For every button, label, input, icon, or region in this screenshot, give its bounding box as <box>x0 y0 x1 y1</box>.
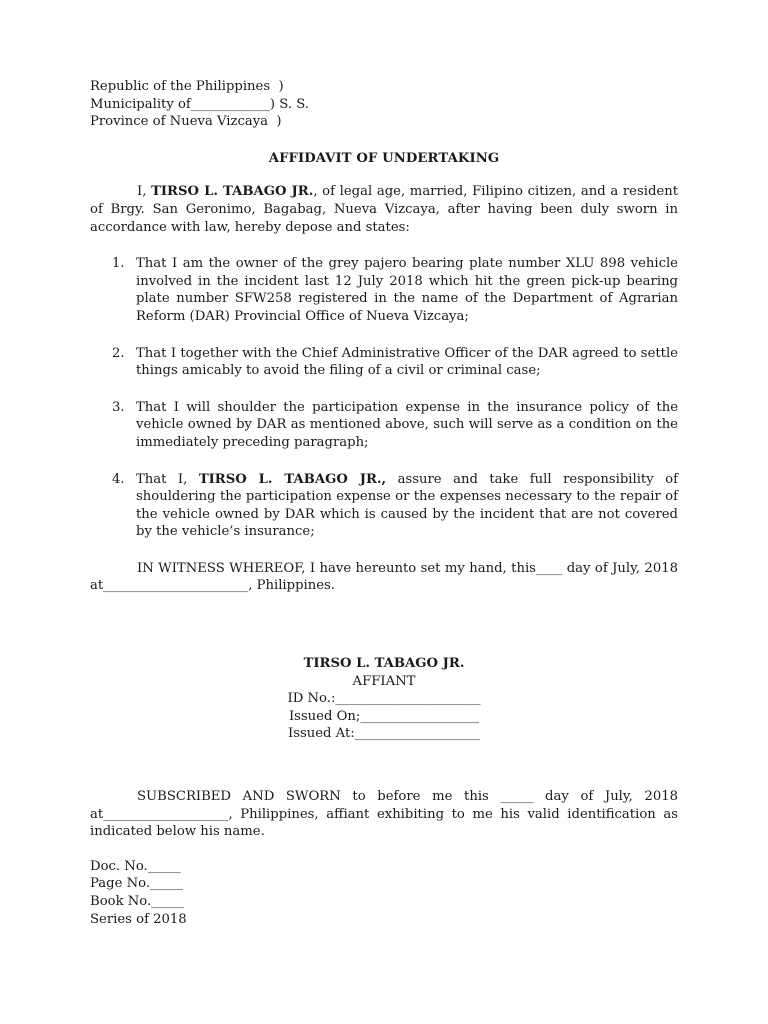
list-item <box>90 345 678 380</box>
affiant-name: TIRSO L. TABAGO JR., <box>198 471 387 487</box>
doc-number: Doc. No._____ <box>90 858 181 874</box>
item-text: assure and take full responsibility of shouldering the participation expense or the expenses necessary to the repair of the vehicle owned by DAR which is caused by the incident that are not covered by the vehicle’s insurance; <box>136 471 678 540</box>
list-item <box>90 255 678 325</box>
signatory-name: TIRSO L. TABAGO JR. <box>303 656 465 672</box>
affiant-name: TIRSO L. TABAGO JR. <box>151 184 314 200</box>
page-number: Page No._____ <box>90 876 183 892</box>
id-number-line: ID No.:______________________ <box>287 691 481 707</box>
signature-block <box>90 655 678 743</box>
intro-rest: , of legal age, married, Filipino citizen, and a resident of Brgy. San Geronimo, Bagabag, Nueva Vizcaya, after having been duly sworn in accordance with law, hereby depose and states: <box>90 184 678 235</box>
list-item <box>90 399 678 452</box>
signatory-role: AFFIANT <box>352 673 416 689</box>
venue-republic: Republic of the Philippines ) <box>90 79 284 94</box>
undertaking-list <box>90 255 678 541</box>
item-text: That I will shoulder the participation expense in the insurance policy of the vehicle owned by DAR as mentioned above, such will serve as a condition on the immediately preceding paragraph; <box>136 399 678 450</box>
intro-paragraph <box>90 183 678 236</box>
item-number: 1. <box>112 256 125 272</box>
venue-province: Province of Nueva Vizcaya ) <box>90 114 282 130</box>
item-number: 3. <box>112 399 125 415</box>
venue-block <box>90 78 678 131</box>
list-item <box>90 471 678 541</box>
affidavit-document <box>90 78 678 928</box>
venue-municipality: Municipality of____________) S. S. <box>90 96 309 112</box>
issued-on-line: Issued On;__________________ <box>288 708 480 724</box>
document-title: AFFIDAVIT OF UNDERTAKING <box>268 150 500 166</box>
book-number: Book No._____ <box>90 894 185 909</box>
item-text: That I am the owner of the grey pajero bearing plate number XLU 898 vehicle involved in the incident last 12 July 2018 which hit the green pick-up bearing plate number SFW258 registered in the name of the Department of Agrarian Reform (DAR) Provincial Office of Nueva Vizcaya; <box>136 256 678 324</box>
witness-paragraph: IN WITNESS WHEREOF, I have hereunto set my hand, this____ day of July, 2018 at______________________, Philippines. <box>90 560 678 594</box>
series-year: Series of 2018 <box>90 911 187 927</box>
jurat-paragraph: SUBSCRIBED AND SWORN to before me this _____ day of July, 2018 at___________________, Philippines, affiant exhibiting to me his valid identification as indicated below his name. <box>90 789 678 840</box>
issued-at-line: Issued At:___________________ <box>288 726 480 742</box>
item-number: 2. <box>112 345 125 361</box>
item-number: 4. <box>112 471 125 487</box>
intro-prefix: I, <box>137 184 152 200</box>
item-prefix: That I, <box>136 471 199 487</box>
notarial-register <box>90 858 678 928</box>
item-text: That I together with the Chief Administrative Officer of the DAR agreed to settle things amicably to avoid the filing of a civil or criminal case; <box>136 345 678 379</box>
